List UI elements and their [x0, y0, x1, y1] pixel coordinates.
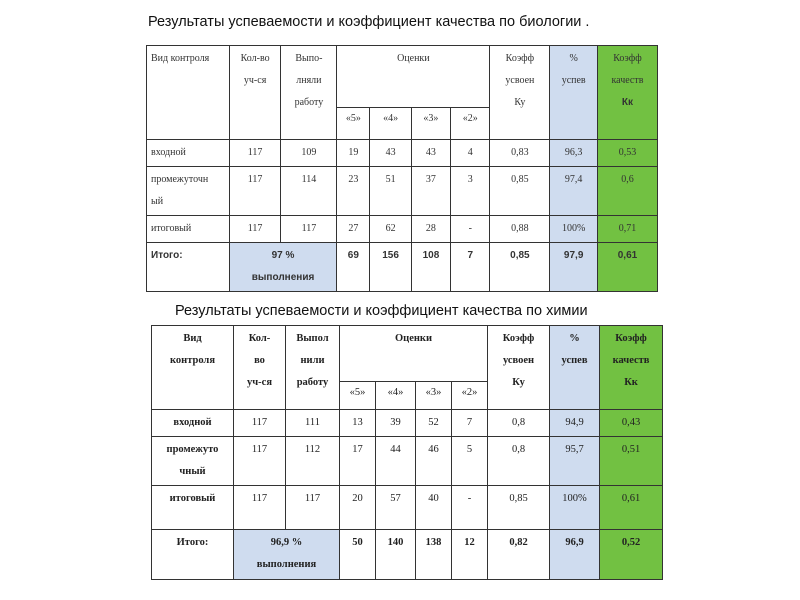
cell-ky: 0,83 — [490, 140, 550, 167]
cell-g4: 57 — [376, 486, 416, 530]
biology-results-table — [146, 45, 658, 292]
col-header-kk: Коэфф качеств Кк — [597, 46, 657, 140]
table-row — [152, 437, 663, 486]
table-row — [147, 216, 658, 243]
cell-kol: 117 — [229, 216, 281, 243]
grade-4-header: «4» — [370, 108, 411, 140]
grade-3-header: «3» — [416, 382, 452, 410]
cell-g5: 23 — [337, 167, 370, 216]
cell-pct: 94,9 — [550, 410, 600, 437]
total-completion: 96,9 % выполнения — [234, 530, 340, 580]
col-header-kol: Кол-во уч-ся — [229, 46, 281, 140]
cell-g5: 19 — [337, 140, 370, 167]
cell-kk: 0,53 — [597, 140, 657, 167]
cell-kk: 0,51 — [600, 437, 663, 486]
cell-kol: 117 — [234, 437, 286, 486]
cell-g2: 7 — [452, 410, 488, 437]
total-label: Итого: — [147, 243, 230, 292]
total-completion: 97 % выполнения — [229, 243, 337, 292]
cell-kol: 117 — [229, 167, 281, 216]
row-label: входной — [147, 140, 230, 167]
cell-pct: 97,4 — [550, 167, 598, 216]
cell-pct: 100% — [550, 486, 600, 530]
cell-g2: 4 — [451, 140, 490, 167]
col-header-ky: Коэфф усвоен Ку — [490, 46, 550, 140]
col-header-ky: Коэфф усвоен Ку — [488, 326, 550, 410]
cell-kk: 0,43 — [600, 410, 663, 437]
col-header-kk: Коэфф качеств Кк — [600, 326, 663, 410]
cell-g3: 52 — [416, 410, 452, 437]
total-g4: 156 — [370, 243, 411, 292]
cell-g2: - — [451, 216, 490, 243]
cell-pct: 96,3 — [550, 140, 598, 167]
cell-vyp: 109 — [281, 140, 337, 167]
grade-5-header: «5» — [340, 382, 376, 410]
grade-5-header: «5» — [337, 108, 370, 140]
total-g5: 69 — [337, 243, 370, 292]
cell-kk: 0,71 — [597, 216, 657, 243]
cell-g3: 46 — [416, 437, 452, 486]
row-label: промежуто чный — [152, 437, 234, 486]
total-g2: 12 — [452, 530, 488, 580]
col-header-ocenki: Оценки — [337, 46, 490, 108]
total-label: Итого: — [152, 530, 234, 580]
cell-vyp: 117 — [281, 216, 337, 243]
total-pct: 97,9 — [550, 243, 598, 292]
col-header-kol: Кол- во уч-ся — [234, 326, 286, 410]
row-label: итоговый — [152, 486, 234, 530]
cell-kol: 117 — [234, 410, 286, 437]
total-g5: 50 — [340, 530, 376, 580]
biology-table-title: Результаты успеваемости и коэффициент качества по биологии . — [148, 14, 590, 30]
cell-g5: 27 — [337, 216, 370, 243]
cell-g2: 5 — [452, 437, 488, 486]
cell-ky: 0,8 — [488, 437, 550, 486]
cell-kol: 117 — [229, 140, 281, 167]
table-header-row — [152, 326, 663, 382]
grade-2-header: «2» — [451, 108, 490, 140]
col-header-pct: % успев — [550, 46, 598, 140]
table-row — [147, 140, 658, 167]
total-kk: 0,61 — [597, 243, 657, 292]
row-label: итоговый — [147, 216, 230, 243]
cell-g3: 28 — [411, 216, 450, 243]
cell-ky: 0,85 — [490, 167, 550, 216]
chemistry-results-table — [151, 325, 663, 580]
cell-pct: 95,7 — [550, 437, 600, 486]
table-header-row — [147, 46, 658, 108]
col-header-ocenki: Оценки — [340, 326, 488, 382]
total-g3: 108 — [411, 243, 450, 292]
cell-g4: 43 — [370, 140, 411, 167]
cell-g5: 17 — [340, 437, 376, 486]
total-kk: 0,52 — [600, 530, 663, 580]
col-header-vid: Вид контроля — [152, 326, 234, 410]
cell-g4: 51 — [370, 167, 411, 216]
cell-vyp: 112 — [286, 437, 340, 486]
cell-g5: 20 — [340, 486, 376, 530]
total-g2: 7 — [451, 243, 490, 292]
col-header-vyp: Выпо- лняли работу — [281, 46, 337, 140]
grade-2-header: «2» — [452, 382, 488, 410]
cell-ky: 0,88 — [490, 216, 550, 243]
col-header-pct: % успев — [550, 326, 600, 410]
cell-kol: 117 — [234, 486, 286, 530]
row-label: промежуточн ый — [147, 167, 230, 216]
grade-3-header: «3» — [411, 108, 450, 140]
table-row — [147, 167, 658, 216]
cell-g2: 3 — [451, 167, 490, 216]
cell-g3: 37 — [411, 167, 450, 216]
cell-g3: 40 — [416, 486, 452, 530]
cell-g3: 43 — [411, 140, 450, 167]
total-g3: 138 — [416, 530, 452, 580]
cell-g4: 44 — [376, 437, 416, 486]
col-header-vid: Вид контроля — [147, 46, 230, 140]
cell-kk: 0,61 — [600, 486, 663, 530]
cell-g4: 39 — [376, 410, 416, 437]
chemistry-table-title: Результаты успеваемости и коэффициент качества по химии — [175, 303, 588, 319]
total-row — [152, 530, 663, 580]
cell-g2: - — [452, 486, 488, 530]
total-g4: 140 — [376, 530, 416, 580]
cell-g4: 62 — [370, 216, 411, 243]
cell-g5: 13 — [340, 410, 376, 437]
total-ky: 0,85 — [490, 243, 550, 292]
cell-pct: 100% — [550, 216, 598, 243]
row-label: входной — [152, 410, 234, 437]
total-ky: 0,82 — [488, 530, 550, 580]
cell-vyp: 114 — [281, 167, 337, 216]
cell-vyp: 117 — [286, 486, 340, 530]
cell-ky: 0,85 — [488, 486, 550, 530]
grade-4-header: «4» — [376, 382, 416, 410]
cell-vyp: 111 — [286, 410, 340, 437]
cell-ky: 0,8 — [488, 410, 550, 437]
total-pct: 96,9 — [550, 530, 600, 580]
table-row — [152, 486, 663, 530]
col-header-vyp: Выпол нили работу — [286, 326, 340, 410]
cell-kk: 0,6 — [597, 167, 657, 216]
table-row — [152, 410, 663, 437]
total-row — [147, 243, 658, 292]
